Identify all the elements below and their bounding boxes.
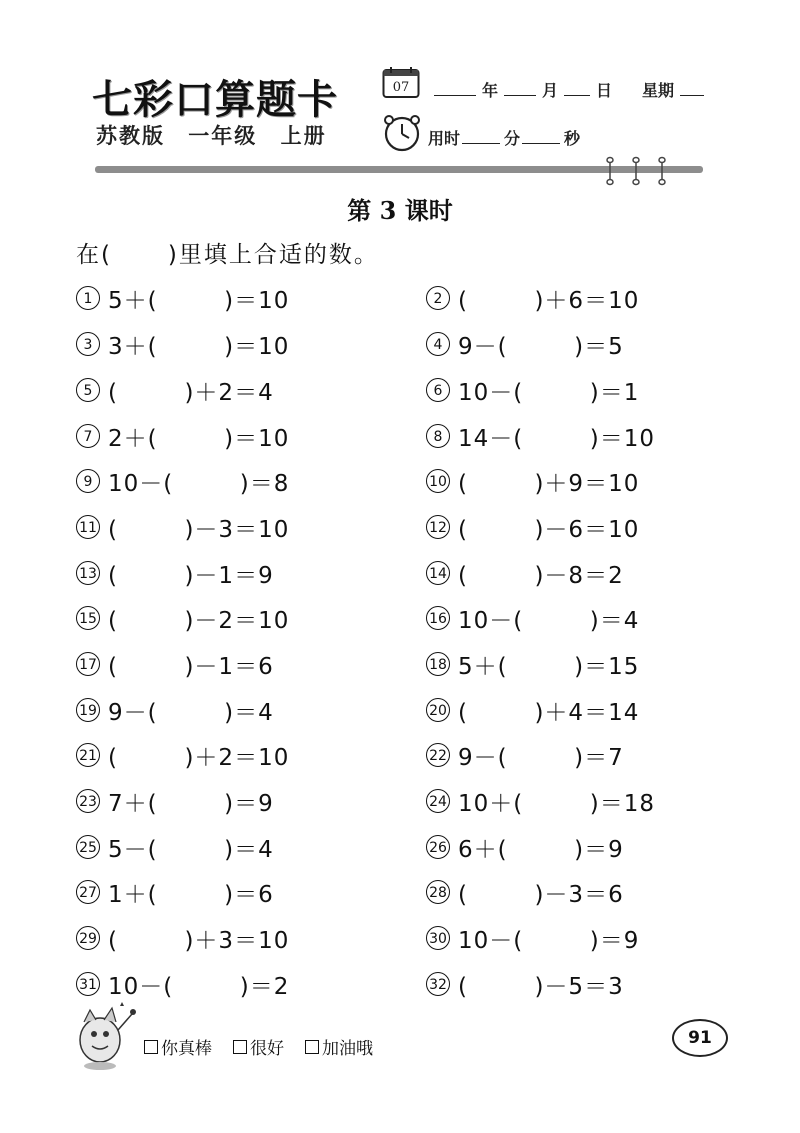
problem-expression: ( )－1＝6 — [108, 653, 274, 680]
problem-number: 8 — [426, 424, 450, 448]
problem-number: 16 — [426, 606, 450, 630]
problem-number: 23 — [76, 789, 100, 813]
problem-21[interactable] — [76, 738, 289, 772]
problem-expression: ( )－3＝6 — [458, 881, 624, 908]
brand-title: 七彩口算题卡 — [92, 76, 338, 123]
problem-15[interactable] — [76, 601, 289, 635]
problem-20[interactable] — [426, 693, 639, 727]
problem-expression: ( )＋2＝4 — [108, 379, 274, 406]
problem-number: 13 — [76, 561, 100, 585]
problem-4[interactable] — [426, 327, 624, 361]
problem-expression: 10－( )＝8 — [108, 470, 290, 497]
calendar-day-text: 07 — [392, 80, 410, 95]
rating-label: 加油哦 — [322, 1039, 373, 1059]
rating-label: 你真棒 — [161, 1039, 212, 1059]
problem-number: 30 — [426, 926, 450, 950]
problem-number: 31 — [76, 972, 100, 996]
problem-number: 32 — [426, 972, 450, 996]
problem-expression: ( )＋4＝14 — [458, 699, 640, 726]
problem-number: 4 — [426, 332, 450, 356]
problem-14[interactable] — [426, 556, 624, 590]
problem-expression: ( )－6＝10 — [458, 516, 640, 543]
problem-3[interactable] — [76, 327, 289, 361]
problem-number: 6 — [426, 378, 450, 402]
edition-label: 苏教版 一年级 上册 — [96, 124, 327, 148]
problem-number: 7 — [76, 424, 100, 448]
problem-6[interactable] — [426, 373, 639, 407]
time-label: 用时 — [428, 129, 461, 148]
rating-option-keep-going[interactable] — [305, 1034, 373, 1059]
problem-number: 25 — [76, 835, 100, 859]
year-label: 年 — [482, 81, 499, 100]
problem-1[interactable] — [76, 281, 289, 315]
problem-expression: 10－( )＝2 — [108, 973, 290, 1000]
problem-expression: 2＋( )＝10 — [108, 425, 290, 452]
problem-number: 2 — [426, 286, 450, 310]
problem-expression: 10－( )＝1 — [458, 379, 640, 406]
problem-7[interactable] — [76, 419, 289, 453]
problem-expression: ( )－1＝9 — [108, 562, 274, 589]
problem-28[interactable] — [426, 875, 624, 909]
problem-18[interactable] — [426, 647, 639, 681]
problem-expression: 5＋( )＝15 — [458, 653, 640, 680]
problem-number: 19 — [76, 698, 100, 722]
problem-12[interactable] — [426, 510, 639, 544]
problem-number: 18 — [426, 652, 450, 676]
problem-number: 9 — [76, 469, 100, 493]
problem-expression: ( )＋6＝10 — [458, 287, 640, 314]
problem-number: 11 — [76, 515, 100, 539]
problem-expression: ( )－3＝10 — [108, 516, 290, 543]
problem-expression: ( )－2＝10 — [108, 607, 290, 634]
problem-number: 3 — [76, 332, 100, 356]
problem-expression: 5－( )＝4 — [108, 836, 274, 863]
problem-expression: 9－( )＝7 — [458, 744, 624, 771]
problem-25[interactable] — [76, 830, 274, 864]
problem-16[interactable] — [426, 601, 639, 635]
problem-number: 14 — [426, 561, 450, 585]
problem-number: 27 — [76, 880, 100, 904]
problem-expression: 9－( )＝4 — [108, 699, 274, 726]
problem-expression: 1＋( )＝6 — [108, 881, 274, 908]
problem-31[interactable] — [76, 967, 289, 1001]
problem-expression: 6＋( )＝9 — [458, 836, 624, 863]
problem-number: 26 — [426, 835, 450, 859]
problem-26[interactable] — [426, 830, 624, 864]
problem-8[interactable] — [426, 419, 655, 453]
problem-number: 24 — [426, 789, 450, 813]
problem-expression: 9－( )＝5 — [458, 333, 624, 360]
problem-number: 15 — [76, 606, 100, 630]
problem-expression: 10－( )＝9 — [458, 927, 640, 954]
second-label: 秒 — [564, 129, 581, 148]
problem-number: 17 — [76, 652, 100, 676]
lesson-title: 第 3 课时 — [347, 196, 453, 225]
problem-27[interactable] — [76, 875, 274, 909]
problem-expression: 14－( )＝10 — [458, 425, 655, 452]
problem-23[interactable] — [76, 784, 274, 818]
checkbox-icon[interactable] — [233, 1040, 247, 1054]
problem-expression: ( )＋2＝10 — [108, 744, 290, 771]
problem-expression: 3＋( )＝10 — [108, 333, 290, 360]
rating-option-good[interactable] — [233, 1034, 284, 1059]
problem-24[interactable] — [426, 784, 655, 818]
problem-number: 1 — [76, 286, 100, 310]
problem-expression: 7＋( )＝9 — [108, 790, 274, 817]
problem-expression: ( )－5＝3 — [458, 973, 624, 1000]
problem-expression: ( )－8＝2 — [458, 562, 624, 589]
problem-9[interactable] — [76, 464, 289, 498]
problem-expression: 5＋( )＝10 — [108, 287, 290, 314]
problem-29[interactable] — [76, 921, 289, 955]
problem-number: 20 — [426, 698, 450, 722]
checkbox-icon[interactable] — [144, 1040, 158, 1054]
problem-11[interactable] — [76, 510, 289, 544]
checkbox-icon[interactable] — [305, 1040, 319, 1054]
rating-option-great[interactable] — [144, 1034, 212, 1059]
problem-2[interactable] — [426, 281, 639, 315]
problem-expression: 10－( )＝4 — [458, 607, 640, 634]
month-label: 月 — [542, 81, 559, 100]
problem-32[interactable] — [426, 967, 624, 1001]
problem-number: 21 — [76, 743, 100, 767]
minute-label: 分 — [504, 129, 521, 148]
problem-10[interactable] — [426, 464, 639, 498]
problem-number: 29 — [76, 926, 100, 950]
problem-13[interactable] — [76, 556, 274, 590]
problem-5[interactable] — [76, 373, 274, 407]
problem-number: 10 — [426, 469, 450, 493]
day-label: 日 — [596, 81, 613, 100]
page-number: 91 — [672, 1019, 728, 1057]
problem-30[interactable] — [426, 921, 639, 955]
instruction-text: 在( )里填上合适的数。 — [76, 242, 379, 268]
problem-number: 22 — [426, 743, 450, 767]
problem-expression: ( )＋9＝10 — [458, 470, 640, 497]
problem-expression: ( )＋3＝10 — [108, 927, 290, 954]
weekday-label: 星期 — [642, 81, 675, 100]
problem-19[interactable] — [76, 693, 274, 727]
problem-number: 5 — [76, 378, 100, 402]
problem-number: 28 — [426, 880, 450, 904]
mascot-icon — [70, 1000, 140, 1072]
problem-22[interactable] — [426, 738, 624, 772]
problem-expression: 10＋( )＝18 — [458, 790, 655, 817]
rating-label: 很好 — [250, 1039, 284, 1059]
problem-17[interactable] — [76, 647, 274, 681]
problem-number: 12 — [426, 515, 450, 539]
